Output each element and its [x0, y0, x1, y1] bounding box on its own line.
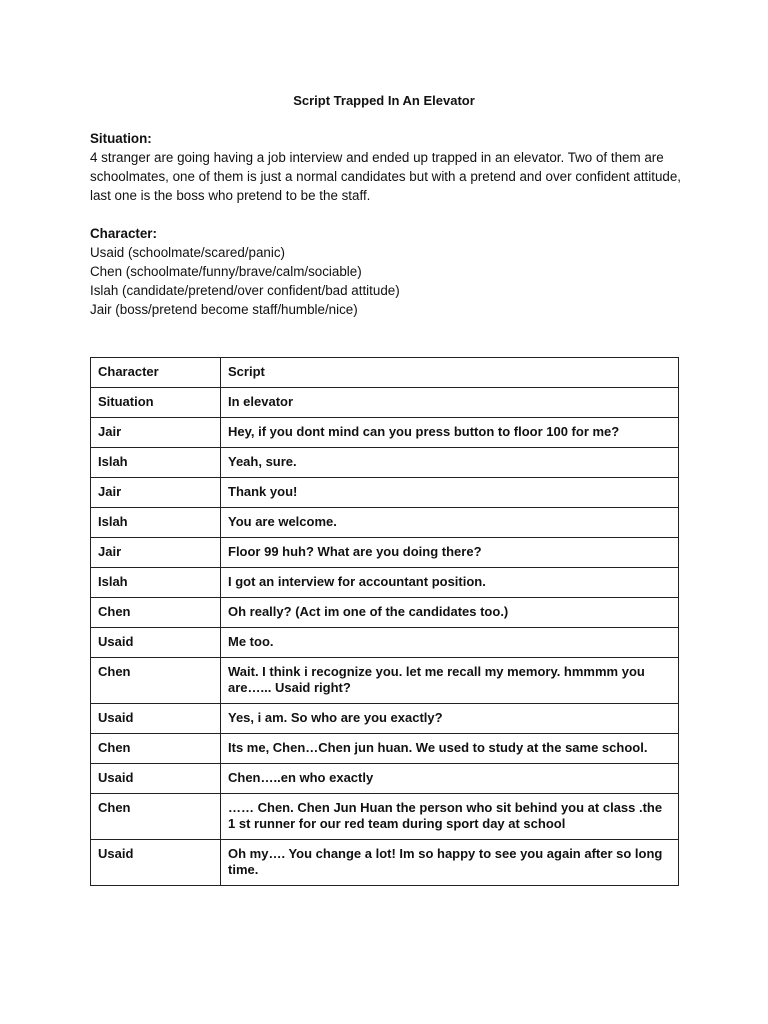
situation-text: 4 stranger are going having a job interview and ended up trapped in an elevator. Two of them are schoolmates, one of them is just a normal candidates but with a pretend and over confident attitude, last one is the boss who pretend to be the staff. [90, 150, 682, 203]
row-character: Islah [91, 508, 221, 538]
row-script: I got an interview for accountant position. [221, 568, 679, 598]
row-script: Chen…..en who exactly [221, 764, 679, 794]
row-script: Floor 99 huh? What are you doing there? [221, 538, 679, 568]
situation-section [90, 129, 690, 205]
character-heading: Character: [90, 226, 157, 241]
row-script: Oh really? (Act im one of the candidates too.) [221, 598, 679, 628]
row-character: Jair [91, 478, 221, 508]
row-character: Jair [91, 418, 221, 448]
document-title: Script Trapped In An Elevator [293, 93, 475, 108]
row-script: Thank you! [221, 478, 679, 508]
row-character: Islah [91, 568, 221, 598]
row-script: Wait. I think i recognize you. let me recall my memory. hmmmm you are…... Usaid right? [221, 658, 679, 704]
character-item: Islah (candidate/pretend/over confident/bad attitude) [90, 283, 400, 298]
row-character: Usaid [91, 840, 221, 886]
row-character: Chen [91, 598, 221, 628]
row-character: Usaid [91, 704, 221, 734]
table-row [91, 448, 679, 478]
row-character: Situation [91, 388, 221, 418]
row-character: Islah [91, 448, 221, 478]
table-row [91, 704, 679, 734]
character-item: Usaid (schoolmate/scared/panic) [90, 245, 285, 260]
table-row [91, 840, 679, 886]
character-item: Jair (boss/pretend become staff/humble/nice) [90, 302, 358, 317]
row-character: Chen [91, 734, 221, 764]
header-script: Script [221, 358, 679, 388]
row-script: Its me, Chen…Chen jun huan. We used to study at the same school. [221, 734, 679, 764]
row-script: Hey, if you dont mind can you press button to floor 100 for me? [221, 418, 679, 448]
row-script: Yeah, sure. [221, 448, 679, 478]
table-row [91, 508, 679, 538]
row-character: Usaid [91, 764, 221, 794]
table-row [91, 734, 679, 764]
script-table [90, 357, 679, 886]
situation-heading: Situation: [90, 131, 152, 146]
table-row [91, 478, 679, 508]
table-row [91, 598, 679, 628]
row-script: …… Chen. Chen Jun Huan the person who sit behind you at class .the 1 st runner for our red team during sport day at school [221, 794, 679, 840]
table-row [91, 538, 679, 568]
row-character: Chen [91, 658, 221, 704]
table-row [91, 658, 679, 704]
table-row [91, 764, 679, 794]
table-row [91, 388, 679, 418]
table-header-row [91, 358, 679, 388]
row-script: You are welcome. [221, 508, 679, 538]
character-section [90, 224, 690, 319]
table-row [91, 418, 679, 448]
row-script: Oh my…. You change a lot! Im so happy to see you again after so long time. [221, 840, 679, 886]
row-character: Usaid [91, 628, 221, 658]
table-row [91, 628, 679, 658]
row-character: Jair [91, 538, 221, 568]
character-item: Chen (schoolmate/funny/brave/calm/sociable) [90, 264, 362, 279]
row-script: Yes, i am. So who are you exactly? [221, 704, 679, 734]
header-character: Character [91, 358, 221, 388]
table-row [91, 568, 679, 598]
row-script: Me too. [221, 628, 679, 658]
row-character: Chen [91, 794, 221, 840]
table-row [91, 794, 679, 840]
row-script: In elevator [221, 388, 679, 418]
